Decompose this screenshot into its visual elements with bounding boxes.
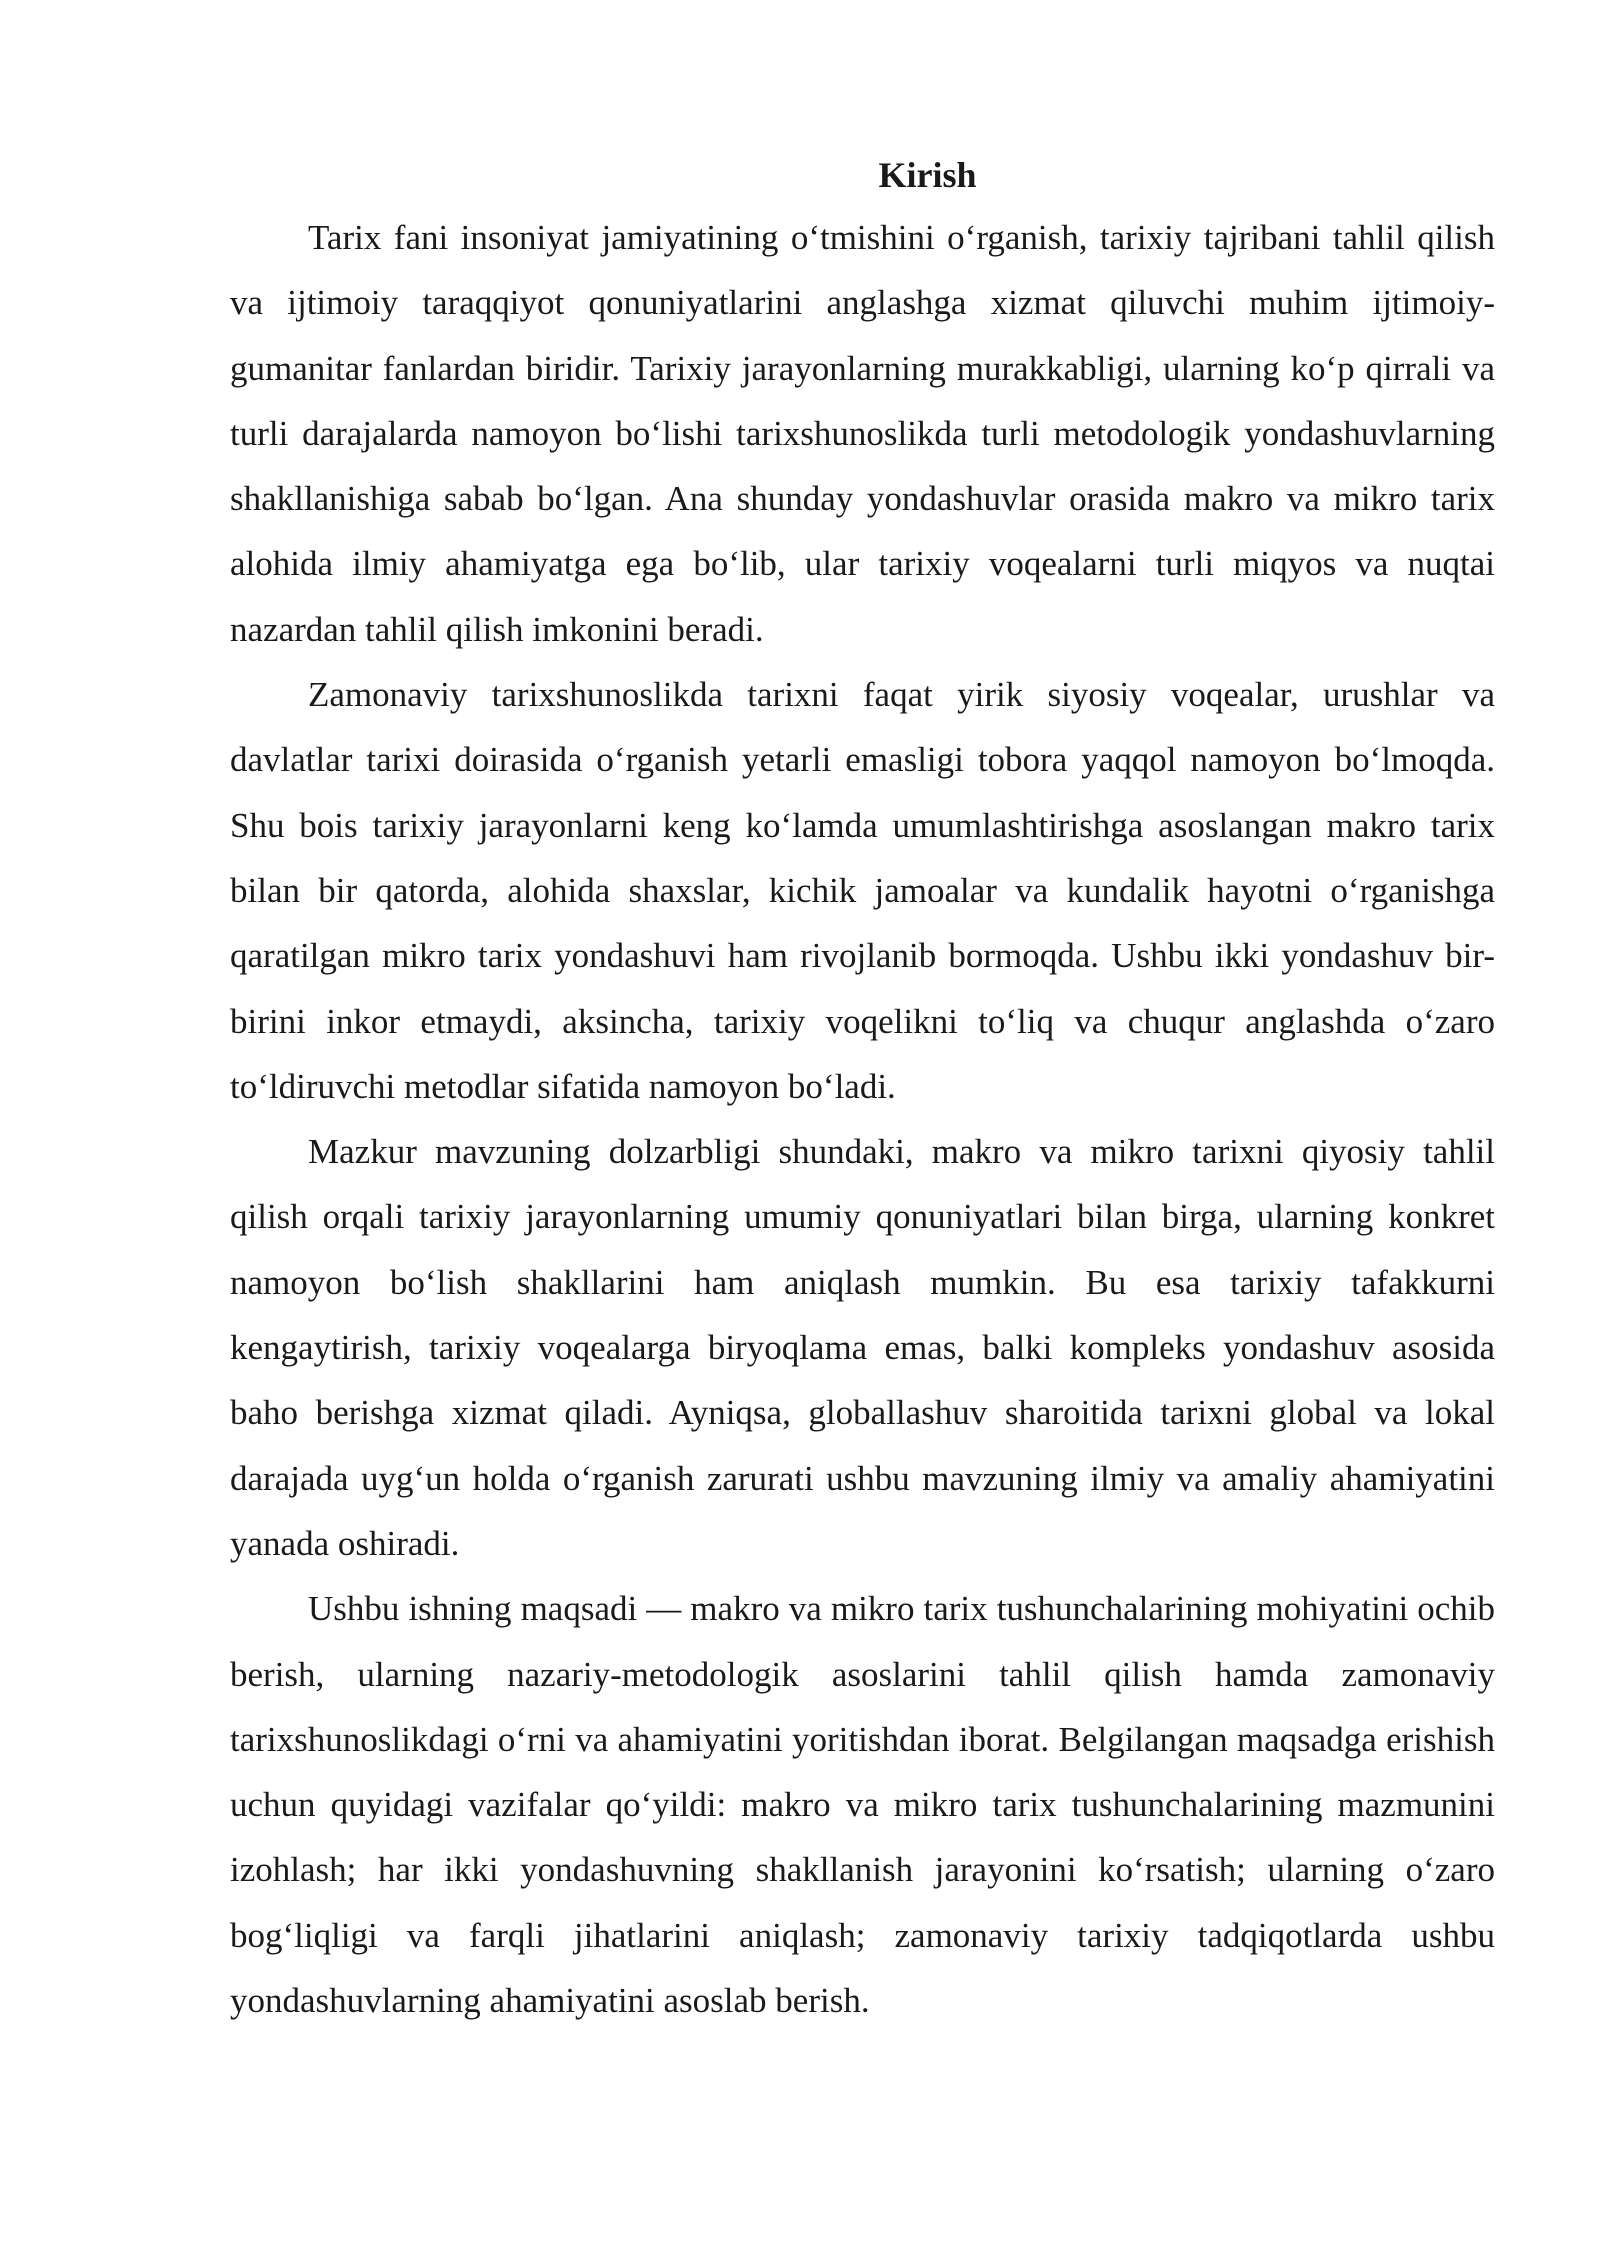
document-body (230, 150, 1495, 2033)
paragraph-2: Zamonaviy tarixshunoslikda tarixni faqat yirik siyosiy voqealar, urushlar va davlatlar tarixi doirasida o‘rganish yetarli emasligi tobora yaqqol namoyon bo‘lmoqda. Shu bois tarixiy jarayonlarni keng ko‘lamda umumlashtirishga asoslangan makro tarix bilan bir qatorda, alohida shaxslar, kichik jamoalar va kundalik hayotni o‘rganishga qaratilgan mikro tarix yondashuvi ham rivojlanib bormoqda. Ushbu ikki yondashuv bir-birini inkor etmaydi, aksincha, tarixiy voqelikni to‘liq va chuqur anglashda o‘zaro to‘ldiruvchi metodlar sifatida namoyon bo‘ladi. (230, 675, 1495, 1106)
paragraph-1: Tarix fani insoniyat jamiyatining o‘tmishini o‘rganish, tarixiy tajribani tahlil qilish va ijtimoiy taraqqiyot qonuniyatlarini anglashga xizmat qiluvchi muhim ijtimoiy-gumanitar fanlardan biridir. Tarixiy jarayonlarning murakkabligi, ularning ko‘p qirrali va turli darajalarda namoyon bo‘lishi tarixshunoslikda turli metodologik yondashuvlarning shakllanishiga sabab bo‘lgan. Ana shunday yondashuvlar orasida makro va mikro tarix alohida ilmiy ahamiyatga ega bo‘lib, ular tarixiy voqealarni turli miqyos va nuqtai nazardan tahlil qilish imkonini beradi. (230, 218, 1495, 649)
paragraph-4: Ushbu ishning maqsadi — makro va mikro tarix tushunchalarining mohiyatini ochib berish, ularning nazariy-metodologik asoslarini tahlil qilish hamda zamonaviy tarixshunoslikdagi o‘rni va ahamiyatini yoritishdan iborat. Belgilangan maqsadga erishish uchun quyidagi vazifalar qo‘yildi: makro va mikro tarix tushunchalarining mazmunini izohlash; har ikki yondashuvning shakllanish jarayonini ko‘rsatish; ularning o‘zaro bog‘liqligi va farqli jihatlarini aniqlash; zamonaviy tarixiy tadqiqotlarda ushbu yondashuvlarning ahamiyatini asoslab berish. (230, 1589, 1495, 2021)
document-title: Kirish (878, 155, 977, 195)
paragraph-3: Mazkur mavzuning dolzarbligi shundaki, makro va mikro tarixni qiyosiy tahlil qilish orqali tarixiy jarayonlarning umumiy qonuniyatlari bilan birga, ularning konkret namoyon bo‘lish shakllarini ham aniqlash mumkin. Bu esa tarixiy tafakkurni kengaytirish, tarixiy voqealarga biryoqlama emas, balki kompleks yondashuv asosida baho berishga xizmat qiladi. Ayniqsa, globallashuv sharoitida tarixni global va lokal darajada uyg‘un holda o‘rganish zarurati ushbu mavzuning ilmiy va amaliy ahamiyatini yanada oshiradi. (230, 1132, 1495, 1563)
